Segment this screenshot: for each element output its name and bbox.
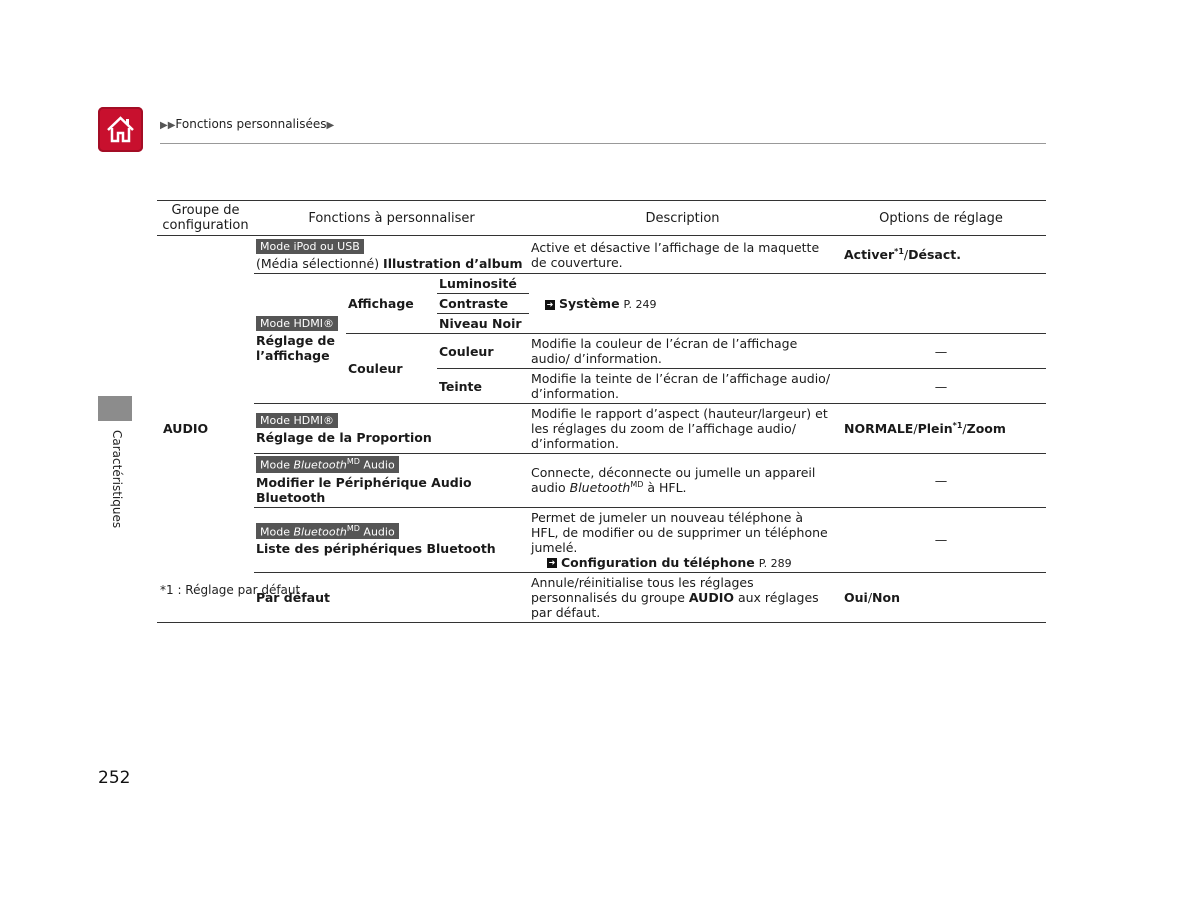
description-cell: Modifie la couleur de l’écran de l’affichage audio/ d’information. [529,334,836,369]
function-name: Réglage de l’affichage [256,332,335,363]
breadcrumb-link[interactable]: Fonctions personnalisées [175,117,327,131]
sub-function-couleur: Couleur [346,334,437,404]
options-cell: — [836,334,1046,369]
footnote: *1 : Réglage par défaut [160,583,301,597]
option-item: Couleur [437,334,529,369]
options-cell [836,274,1046,334]
function-name: Modifier le Périphérique Audio Bluetooth [256,474,472,505]
option-item: Niveau Noir [437,314,529,334]
header-group: Groupe de configuration [157,201,254,236]
sub-function-affichage: Affichage [346,274,437,334]
header-options: Options de réglage [836,201,1046,236]
xref-link[interactable]: Configuration du téléphone [561,554,755,570]
sidebar-tab[interactable] [98,396,132,421]
description-cell: Connecte, déconnecte ou jumelle un appareil audio Bluetooth$^{MD}$ à HFL. [529,454,836,508]
description-cell: Permet de jumeler un nouveau téléphone à HFL, de modifier ou de supprimer un téléphone jumelé. ➜ Configuration du téléphone P. 289 [529,507,836,572]
options-cell: NORMALE/Plein$^{*1}$/Zoom [836,404,1046,454]
xref-page[interactable]: P. 289 [758,556,792,570]
group-cell: AUDIO [157,236,254,623]
options-cell: Oui/Non [836,572,1046,622]
header-function: Fonctions à personnaliser [254,201,529,236]
mode-tag: Mode HDMI® [256,413,338,428]
options-cell: — [836,507,1046,572]
mode-tag: Mode Bluetooth$^{MD}$ Audio [256,456,399,473]
description-xref [529,274,836,334]
sidebar-label [96,430,136,530]
header-description: Description [529,201,836,236]
description-cell: Modifie la teinte de l’écran de l’affichage audio/ d’information. [529,369,836,404]
xref-arrow-icon: ➜ [546,299,554,309]
breadcrumb [160,117,334,131]
table-row [254,236,529,274]
table-row [254,507,529,572]
options-cell: — [836,369,1046,404]
options-cell: Activer$^{*1}$/Désact. [836,236,1046,274]
breadcrumb-arrows-icon: ▶▶ [160,120,176,131]
xref-page[interactable]: P. 249 [623,298,657,311]
option-item: Teinte [437,369,529,404]
description-cell: Active et désactive l’affichage de la maquette de couverture. [529,236,836,274]
home-icon [104,113,137,146]
function-name: Illustration d’album [383,256,523,271]
mode-tag: Mode HDMI® [256,316,338,331]
options-cell: — [836,454,1046,508]
option-item: Contraste [437,294,529,314]
function-cell [254,274,346,404]
home-button[interactable] [98,107,143,152]
breadcrumb-arrow-icon: ▶ [326,120,335,131]
page-number: 252 [98,768,131,788]
function-prefix: (Média sélectionné) [256,256,384,271]
mode-tag: Mode iPod ou USB [256,239,364,254]
table-row [254,404,529,454]
xref-link[interactable]: Système [559,296,620,311]
xref-arrow-icon: ➜ [548,558,556,568]
mode-tag: Mode Bluetooth$^{MD}$ Audio [256,523,399,540]
option-item: Luminosité [437,274,529,294]
sidebar-label-text: Caractéristiques [110,430,124,529]
table-row [254,454,529,508]
description-cell: Annule/réinitialise tous les réglages personnalisés du groupe AUDIO aux réglages par défaut. [529,572,836,622]
settings-table [157,200,1046,623]
function-name: Réglage de la Proportion [256,430,432,445]
function-name: Par défaut [254,572,529,622]
function-name: Liste des périphériques Bluetooth [256,541,496,557]
header-divider [160,143,1046,144]
description-cell: Modifie le rapport d’aspect (hauteur/largeur) et les réglages du zoom de l’affichage audio/ d’information. [529,404,836,454]
